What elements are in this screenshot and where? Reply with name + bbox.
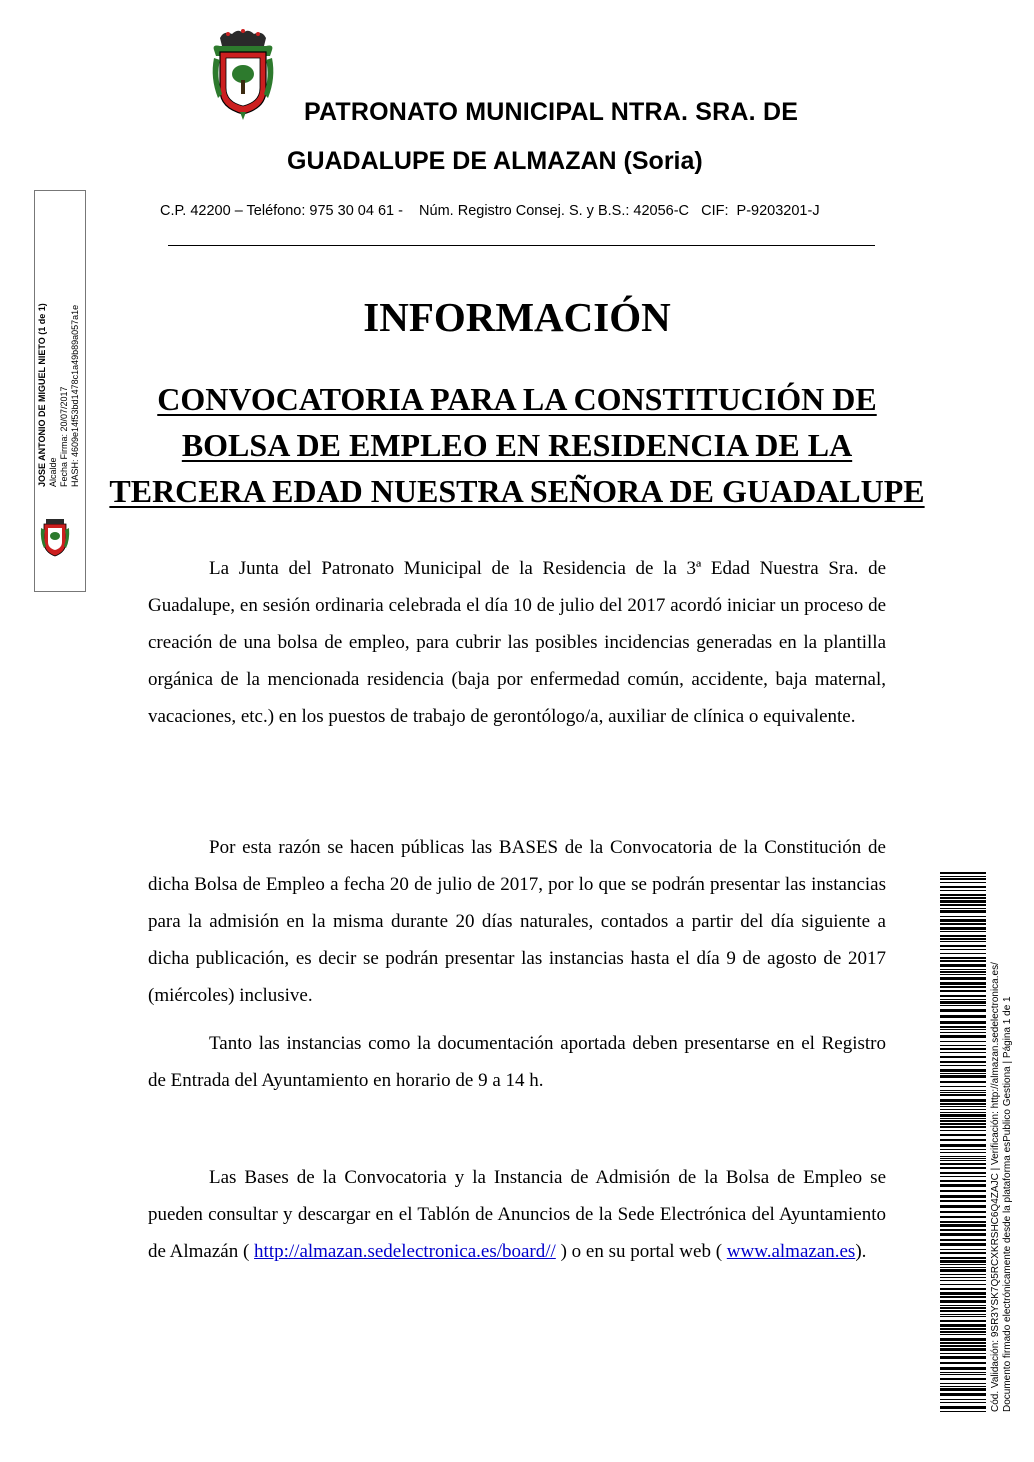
barcode-bar	[940, 974, 986, 975]
barcode-bar	[940, 1090, 986, 1091]
barcode-bar	[940, 1130, 986, 1131]
barcode-bar	[940, 1260, 986, 1263]
barcode-bar	[940, 882, 986, 883]
barcode-bar	[940, 1267, 986, 1268]
coat-of-arms-graphic	[210, 28, 276, 120]
barcode-bar	[940, 1114, 986, 1117]
barcode-bar	[940, 1211, 986, 1213]
barcode-bar	[940, 1021, 986, 1024]
barcode-bar	[940, 938, 986, 940]
signer-role: Alcalde	[48, 457, 58, 487]
barcode-bar	[940, 1388, 986, 1391]
paragraph-4-text-b: ) o en su portal web (	[555, 1241, 727, 1262]
barcode-bar	[940, 982, 986, 985]
barcode-bar	[940, 876, 986, 877]
barcode-bar	[940, 1195, 986, 1198]
barcode-bar	[940, 890, 986, 891]
barcode-bar	[940, 953, 986, 954]
barcode-bar	[940, 1048, 986, 1050]
barcode-bar	[940, 1269, 986, 1272]
barcode-bar	[940, 1216, 986, 1218]
barcode-bar	[940, 1300, 986, 1303]
paragraph-2: Por esta razón se hacen públicas las BASES de la Convocatoria de la Constitución de dicha Bolsa de Empleo a fecha 20 de julio de 2017, por lo que se podrán presentar las instancias para la admisión en la misma durante 20 días naturales, contados a partir del día siguiente a dicha publicación, es decir se podrán presentar las instancias hasta el día 9 de agosto de 2017 (miércoles) inclusive.	[148, 837, 886, 1006]
barcode-bar	[940, 1026, 986, 1028]
subtitle-line-1: CONVOCATORIA PARA LA CONSTITUCIÓN DE	[157, 381, 877, 417]
barcode-bar	[940, 1167, 986, 1169]
barcode-bar	[940, 1406, 986, 1409]
barcode-bar	[940, 1041, 986, 1042]
barcode-bar	[940, 1120, 986, 1122]
barcode-bar	[940, 1338, 986, 1341]
signature-stamp-text	[37, 267, 81, 487]
barcode-bar	[940, 1163, 986, 1165]
barcode-bar	[940, 1001, 986, 1004]
barcode-bar	[940, 957, 986, 959]
barcode-bar	[940, 1342, 986, 1344]
barcode-bar	[940, 1402, 986, 1403]
barcode-bar	[940, 1144, 986, 1147]
barcode-bar	[940, 1094, 986, 1096]
barcode-bar	[940, 1029, 986, 1030]
barcode-bar	[940, 1149, 986, 1150]
barcode-bar	[940, 1190, 986, 1192]
barcode-bar	[940, 1274, 986, 1275]
verification-line-2: Documento firmado electrónicamente desde la plataforma esPublico Gestiona | Página 1 de 1	[1002, 996, 1013, 1412]
barcode-bar	[940, 964, 986, 967]
municipal-coat-of-arms-icon	[210, 28, 276, 120]
barcode-bar	[940, 1056, 986, 1058]
barcode-bar	[940, 900, 986, 903]
barcode-bar	[940, 1345, 986, 1347]
barcode-bar	[940, 927, 986, 930]
barcode-bar	[940, 986, 986, 988]
barcode-bar	[940, 935, 986, 937]
barcode-bar	[940, 1277, 986, 1278]
barcode-bar	[940, 1224, 986, 1227]
barcode-bar	[940, 1372, 986, 1373]
barcode-bar	[940, 977, 986, 980]
barcode-bar	[940, 1061, 986, 1063]
barcode-bar	[940, 1086, 986, 1087]
organization-name-line2: GUADALUPE DE ALMAZAN (Soria)	[287, 147, 703, 175]
barcode-bar	[940, 1069, 986, 1072]
barcode-bar	[940, 1249, 986, 1250]
barcode-bar	[940, 1103, 986, 1105]
barcode-bar	[940, 1374, 986, 1375]
barcode-bar	[940, 999, 986, 1000]
barcode-bar	[940, 1229, 986, 1231]
barcode-bar	[940, 1184, 986, 1187]
barcode-bar	[940, 916, 986, 917]
barcode-bar	[940, 1180, 986, 1182]
barcode-bar	[940, 960, 986, 962]
paragraph-1: La Junta del Patronato Municipal de la Residencia de la 3ª Edad Nuestra Sra. de Guadalupe, en sesión ordinaria celebrada el día 10 de julio del 2017 acordó iniciar un proceso de creación de una bolsa de empleo, para cubrir las posibles incidencias generadas en la plantilla orgánica de la mencionada residencia (baja por enfermedad común, accidente, baja maternal, vacaciones, etc.) en los puestos de trabajo de gerontólogo/a, auxiliar de clínica o equivalente.	[148, 558, 886, 727]
barcode-bar	[940, 995, 986, 997]
barcode-bar	[940, 1314, 986, 1315]
barcode-bar	[940, 1134, 986, 1136]
barcode-bar	[940, 1316, 986, 1317]
barcode-bar	[940, 1221, 986, 1223]
signature-date: Fecha Firma: 20/07/2017	[59, 386, 69, 487]
barcode-bar	[940, 1239, 986, 1241]
barcode-bar	[940, 1367, 986, 1370]
document-subtitle	[100, 376, 934, 514]
barcode-bar	[940, 1126, 986, 1128]
barcode-bar	[940, 1015, 986, 1018]
barcode-bar	[940, 1280, 986, 1281]
barcode-bar	[940, 990, 986, 992]
barcode-bar	[940, 1353, 986, 1354]
organization-name-line1: PATRONATO MUNICIPAL NTRA. SRA. DE	[304, 98, 799, 126]
document-title: INFORMACIÓN	[363, 294, 671, 340]
barcode-bar	[940, 1288, 986, 1290]
barcode-bar	[940, 1393, 986, 1396]
barcode-bar	[940, 923, 986, 925]
barcode-bar	[940, 1109, 986, 1110]
barcode-bar	[940, 1383, 986, 1384]
paragraph-4-text-a: Las Bases de la Convocatoria y la Instancia de Admisión de la Bolsa de Empleo se pueden consultar y descargar en el Tablón de Anuncios de la Sede Electrónica del Ayuntamiento de Almazán (	[148, 1167, 886, 1262]
subtitle-line-3: TERCERA EDAD NUESTRA SEÑORA DE GUADALUPE	[109, 473, 925, 509]
barcode-bar	[940, 1378, 986, 1380]
signature-hash: HASH: 4609e14f53bd1478c1a49b89a057a1e	[70, 304, 80, 487]
barcode-bar	[940, 908, 986, 909]
contact-info: C.P. 42200 – Teléfono: 975 30 04 61 - Núm. Registro Consej. S. y B.S.: 42056-C CIF: P-9203201-J	[160, 203, 820, 219]
barcode-bar	[940, 904, 986, 906]
barcode-bar	[940, 1005, 986, 1006]
barcode-bar	[940, 1233, 986, 1236]
barcode-bar	[940, 1356, 986, 1359]
barcode-bar	[940, 1305, 986, 1306]
signature-seal-icon	[40, 518, 70, 558]
barcode-bar	[940, 931, 986, 932]
barcode-bar	[940, 897, 986, 899]
barcode-bar	[940, 1386, 986, 1387]
barcode-bar	[940, 941, 986, 942]
barcode-bar	[940, 1252, 986, 1254]
barcode-bar	[940, 971, 986, 973]
barcode-bar	[940, 945, 986, 947]
barcode-bar	[940, 1324, 986, 1327]
barcode-bar	[940, 1081, 986, 1083]
barcode-bar	[940, 1009, 986, 1012]
barcode-bar	[940, 1348, 986, 1351]
validation-barcode	[940, 872, 986, 1412]
barcode-bar	[940, 1172, 986, 1174]
barcode-bar	[940, 1334, 986, 1335]
subtitle-line-2: BOLSA DE EMPLEO EN RESIDENCIA DE LA	[181, 427, 853, 463]
barcode-bar	[940, 878, 986, 880]
barcode-bar	[940, 1320, 986, 1322]
barcode-bar	[940, 1118, 986, 1119]
barcode-bar	[940, 1158, 986, 1159]
barcode-bar	[940, 1264, 986, 1265]
barcode-bar	[940, 1035, 986, 1038]
barcode-bar	[940, 910, 986, 913]
barcode-bar	[940, 886, 986, 888]
barcode-bar	[940, 1310, 986, 1312]
barcode-bar	[940, 1152, 986, 1153]
barcode-bar	[940, 919, 986, 922]
barcode-bar	[940, 872, 986, 874]
barcode-bar	[940, 1075, 986, 1078]
portal-web-link[interactable]: www.almazan.es	[726, 1241, 856, 1262]
signer-name: JOSE ANTONIO DE MIGUEL NIETO (1 de 1)	[37, 303, 47, 487]
barcode-bar	[940, 1307, 986, 1309]
verification-footer	[990, 872, 1014, 1412]
barcode-bar	[940, 1176, 986, 1177]
barcode-bar	[940, 1399, 986, 1400]
barcode-bar	[940, 1411, 986, 1412]
barcode-bar	[940, 1032, 986, 1033]
barcode-bar	[940, 1073, 986, 1074]
sede-electronica-link[interactable]: http://almazan.sedelectronica.es/board//	[254, 1241, 556, 1262]
barcode-bar	[940, 1331, 986, 1333]
paragraph-4-text-c: ).	[855, 1241, 867, 1262]
barcode-bar	[940, 894, 986, 896]
barcode-bar	[940, 1362, 986, 1364]
barcode-bar	[940, 1243, 986, 1246]
paragraph-3: Tanto las instancias como la documentación aportada deben presentarse en el Registro de Entrada del Ayuntamiento en horario de 9 a 14 h.	[148, 1033, 886, 1091]
barcode-bar	[940, 1112, 986, 1113]
barcode-bar	[940, 1160, 986, 1161]
barcode-bar	[940, 1296, 986, 1298]
barcode-bar	[940, 1092, 986, 1093]
barcode-bar	[940, 1292, 986, 1295]
verification-line-1: Cód. Validación: 9SR3YSK7Q5RCXKRSHC6Q4ZAJC | Verificación: http://almazan.sedelectronica.es/	[990, 962, 1001, 1412]
barcode-bar	[940, 1257, 986, 1259]
barcode-bar	[940, 1123, 986, 1125]
barcode-bar	[940, 1106, 986, 1107]
barcode-bar	[940, 1139, 986, 1141]
barcode-bar	[940, 949, 986, 950]
barcode-bar	[940, 1200, 986, 1202]
header-divider	[168, 245, 875, 246]
barcode-bar	[940, 1065, 986, 1066]
barcode-bar	[940, 1156, 986, 1157]
barcode-bar	[940, 969, 986, 970]
barcode-bar	[940, 1328, 986, 1330]
barcode-bar	[940, 1284, 986, 1285]
barcode-bar	[940, 1052, 986, 1053]
barcode-bar	[940, 1099, 986, 1102]
barcode-bar	[940, 1205, 986, 1208]
barcode-bar	[940, 1045, 986, 1046]
paragraph-4	[148, 1159, 886, 1270]
